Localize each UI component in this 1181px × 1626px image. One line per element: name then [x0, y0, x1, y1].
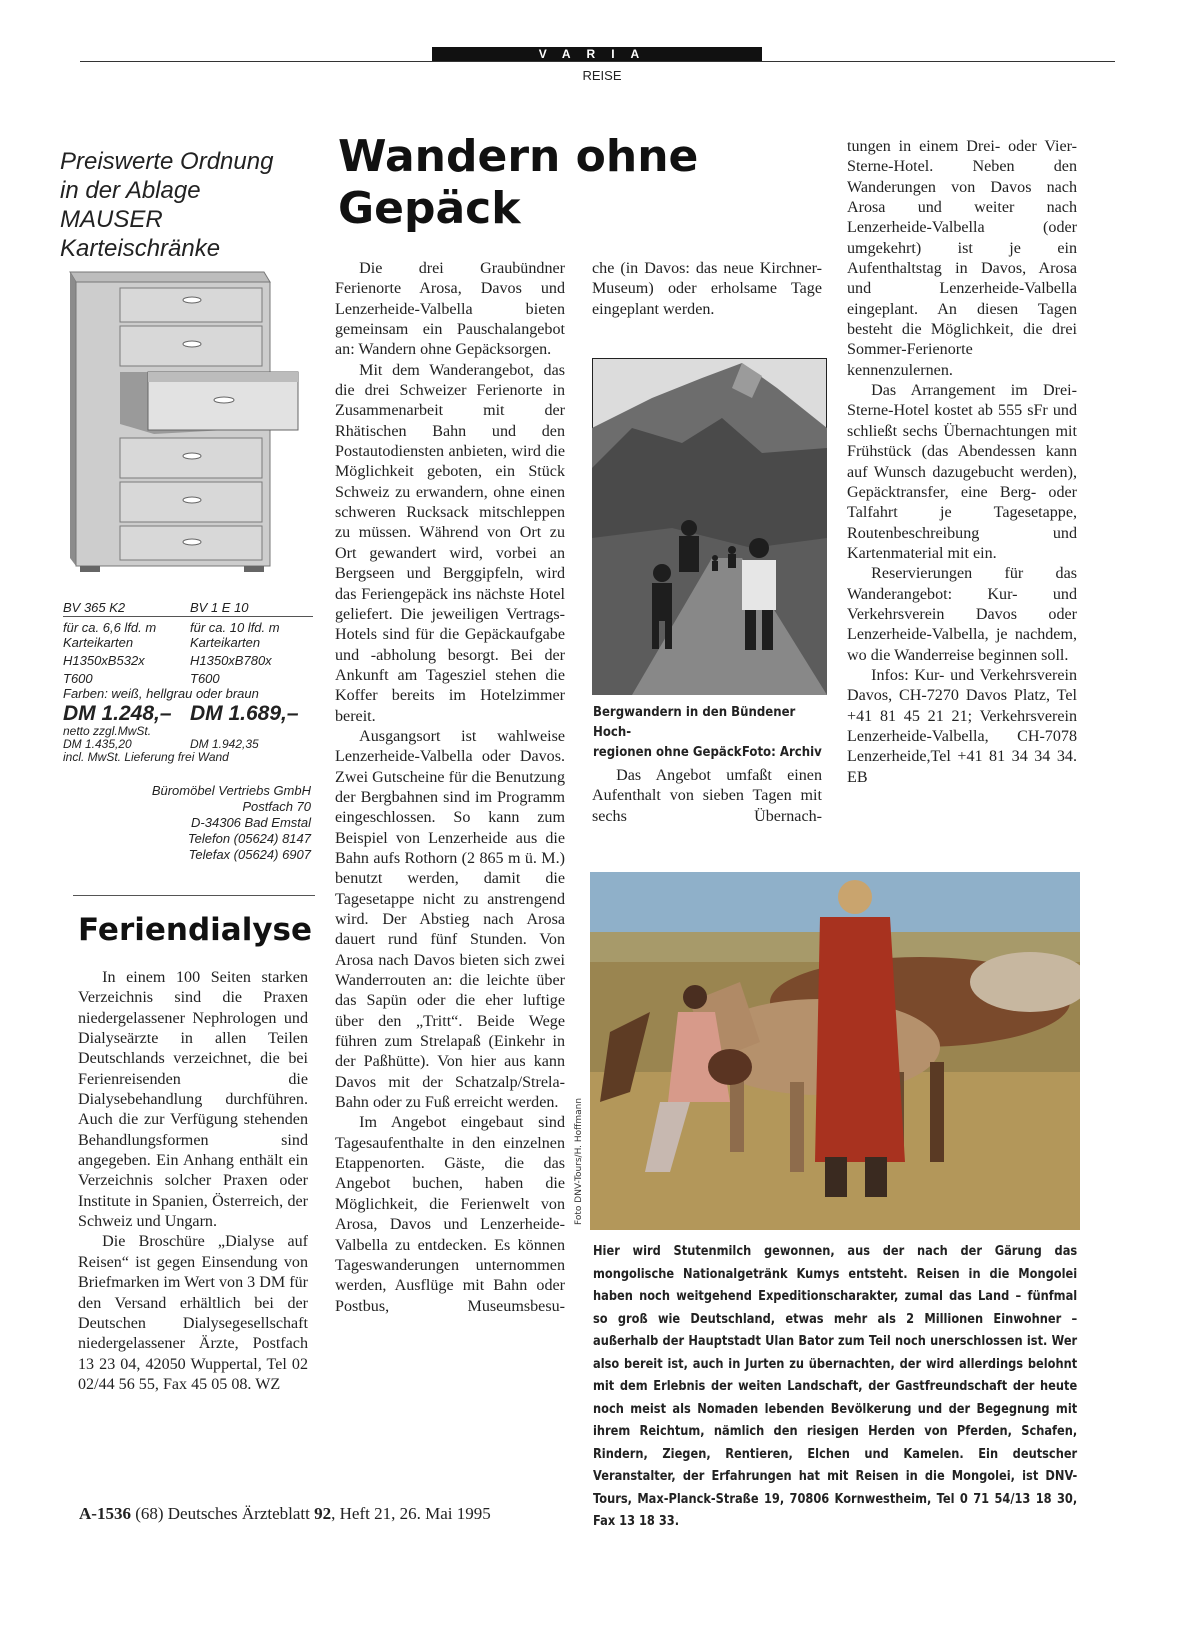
ad-headline-line: Karteischränke: [60, 235, 221, 262]
ad-model: BV 365 K2: [63, 600, 126, 615]
ad-vendor-line: Telefon (05624) 8147: [187, 831, 311, 846]
mountain-hiking-photo: [592, 358, 827, 695]
paragraph: Infos: Kur- und Verkehrsverein Davos, CH-7270 Davos Platz, Tel +41 81 45 21 21; Verkehrsverein Lenzerheide-Valbella, CH-7078 Lenzerheide,Tel +41 81 34 34 34. EB: [847, 666, 1077, 786]
article-column-2-bottom: [592, 766, 822, 827]
footer-issue: , Heft 21, 26. Mai 1995: [331, 1504, 491, 1523]
ad-headline-line: Preiswerte Ordnung: [60, 148, 274, 175]
ad-depth: T600: [63, 671, 93, 686]
paragraph: Die Broschüre „Dialyse auf Reisen“ ist gegen Einsendung von Briefmarken im Wert von 3 DM für den Versand erhältlich bei der Deutschen Dialysegesellschaft niedergelassener Ärzte, Postfach 13 23 04, 42050 Wuppertal, Tel 02 02/44 56 55, Fax 45 05 08. WZ: [78, 1233, 308, 1393]
paragraph: Das Angebot umfaßt einen Aufenthalt von sieben Tagen mit sechs Übernach-: [592, 767, 822, 825]
ad-capacity-row: [63, 620, 313, 635]
paragraph: Die drei Graubündner Ferienorte Arosa, Davos und Lenzerheide-Valbella bieten gemeinsam ein Pauschalangebot an: Wandern ohne Gepäcksorgen.: [335, 260, 565, 359]
filing-cabinet-image: [64, 268, 304, 588]
feriendialyse-heading: Feriendialyse: [78, 912, 312, 948]
ad-gross-price: DM 1.435,20: [63, 737, 132, 751]
subsection-label: REISE: [582, 68, 622, 83]
paragraph: che (in Davos: das neue Kirchner-Museum) oder erholsame Tage eingeplant werden.: [592, 260, 822, 318]
page-number: A-1536: [79, 1504, 131, 1523]
paragraph: Reservierungen für das Wanderangebot: Kur- und Verkehrsverein Davos oder Lenzerheide-Valbella, je nachdem, wo die Wanderreise beginnen soll.: [847, 565, 1077, 664]
article-column-2-top: [592, 259, 822, 320]
header-rule: [80, 61, 1115, 62]
ad-capacity-row: [63, 635, 313, 650]
ad-vendor-line: Postfach 70: [242, 799, 311, 814]
ad-capacity: Karteikarten: [63, 635, 134, 650]
ad-price: DM 1.689,–: [190, 702, 299, 725]
ad-capacity: für ca. 10 lfd. m: [190, 620, 280, 635]
ad-price-note: netto zzgl.MwSt.: [63, 724, 152, 738]
caption-line: Bergwandern in den Bündener Hoch-: [593, 704, 796, 740]
ad-price: DM 1.248,–: [63, 702, 172, 725]
photo-caption: [593, 702, 822, 762]
ad-dimensions: H1350xB532x: [63, 653, 145, 668]
volume-number: 92: [314, 1504, 332, 1523]
article-title-line: Gepäck: [338, 183, 521, 234]
ad-delivery: incl. MwSt. Lieferung frei Wand: [63, 750, 229, 764]
article-column-3: [847, 137, 1077, 788]
ad-vendor: [100, 783, 311, 863]
paragraph: Das Arrangement im Drei-Sterne-Hotel kostet ab 555 sFr und schließt sechs Übernachtungen mit Frühstück (das Abendessen kann auf Wunsch dazugebucht werden), Gepäcktransfer, eine Berg- oder Talfahrt je Tagesetappe, Routenbeschreibung und Kartenmaterial mit ein.: [847, 382, 1077, 562]
ad-model: BV 1 E 10: [190, 600, 249, 615]
ad-depth-row: [63, 671, 313, 686]
article-title-line: Wandern ohne: [338, 131, 699, 182]
ad-models: [63, 600, 313, 617]
photo-credit-vertical: Foto DNV-Tours/H. Hoffmann: [574, 1097, 584, 1225]
ad-headline-line: in der Ablage: [60, 177, 201, 204]
article-title: [338, 131, 699, 235]
paragraph: Ausgangsort ist wahlweise Lenzerheide-Valbella oder Davos. Zwei Gutscheine für die Benutzung der Bergbahnen sind im Programm eingeschlossen. So kann zum Beispiel von Lenzerheide aus die Bahn aufs Rothorn (2 865 m ü. M.) benutzt werden, damit die Tagesetappe nicht zu anstrengend wird. Der Abstieg nach Arosa dauert rund fünf Stunden. Von Arosa nach Davos bieten sich zwei Wanderrouten an: die leichte über das Sapün oder die eher luftige über den „Tritt“. Beide Wege führen zum Strelapaß (Einkehr in der Paßhütte). Von hier aus kann Davos mit der Schatzalp/Strela-Bahn oder zu Fuß erreicht werden.: [335, 727, 565, 1112]
ad-prices: [63, 703, 313, 725]
ad-specs: [63, 600, 313, 764]
ad-vendor-line: Telefax (05624) 6907: [188, 847, 311, 862]
section-label: VARIA: [432, 47, 762, 62]
caption-line: [593, 742, 822, 762]
photo-credit: Foto: Archiv: [741, 744, 822, 760]
paragraph: Im Angebot eingebaut sind Tagesaufenthalte in den einzelnen Etappenorten. Gäste, die das Angebot buchen, haben die Möglichkeit, die Ferienwelt von Arosa, Davos und Lenzerheide-Valbella zu entdecken. Es können Tageswanderungen unternommen werden, Ausflüge mit Bahn oder Postbus, Museumsbesu-: [335, 1114, 565, 1315]
ad-depth: T600: [190, 671, 220, 686]
article-column-1: [335, 259, 565, 1317]
ad-vendor-line: Büromöbel Vertriebs GmbH: [151, 783, 311, 798]
mongolia-caption: Hier wird Stutenmilch gewonnen, aus der nach der Gärung das mongolische Nationalgetränk Kumys entsteht. Reisen in die Mongolei haben noch weitgehend Expeditionscharakter, zumal das Land – fünfmal so groß wie Deutschland, etwas mehr als 2 Millionen Einwohner – außerhalb der Hauptstadt Ulan Bator zum Teil noch unerschlossen ist. Wer also bereit ist, auch in Jurten zu übernachten, der wird allerdings belohnt mit dem Erlebnis der weiten Landschaft, der Gastfreundschaft der heute noch meist als Nomaden lebenden Bevölkerung und der Begegnung mit ihrem Reichtum, nämlich den riesigen Herden von Pferden, Schafen, Rindern, Ziegen, Rentieren, Elchen und Kamelen. Ein deutscher Veranstalter, der Erfahrungen hat mit Reisen in die Mongolei, ist DNV-Tours, Max-Planck-Straße 19, 70806 Kornwestheim, Tel 0 71 54/13 18 30, Fax 13 18 33.: [593, 1243, 1078, 1529]
ad-capacity: für ca. 6,6 lfd. m: [63, 620, 157, 635]
feriendialyse-text: [78, 968, 308, 1395]
paragraph: Mit dem Wanderangebot, das die drei Schweizer Ferienorte in Zusammenarbeit mit der Rhätischen Bahn und den Postautodiensten anbieten, wird die Möglichkeit geboten, ein Stück Schweiz zu erwandern, ohne einen schweren Rucksack mitschleppen zu müssen. Während von Ort zu Ort gewandert wird, vorbei an Bergseen und Berggipfeln, wird das Feriengepäck ins nächste Hotel geliefert. Die jeweiligen Vertrags-Hotels sind für die Gepäckaufgabe und -abholung besorgt. Bei der Ankunft am Tagesziel stehen die Koffer bereits im Hotelzimmer bereit.: [335, 361, 565, 725]
ad-capacity: Karteikarten: [190, 635, 261, 650]
page-footer: [79, 1504, 491, 1524]
ad-headline-line: MAUSER: [60, 206, 163, 233]
mongolia-horses-photo: [590, 872, 1080, 1230]
ad-gross-price: DM 1.942,35: [190, 737, 259, 751]
ad-dimensions: H1350xB780x: [190, 653, 272, 668]
ad-vendor-line: D-34306 Bad Emstal: [191, 815, 311, 830]
caption-text: regionen ohne Gepäck: [593, 744, 742, 760]
ad-dimensions-row: [63, 653, 313, 668]
footer-text: (68) Deutsches Ärzteblatt: [130, 1504, 315, 1523]
ad-headline: [60, 147, 320, 263]
paragraph: In einem 100 Seiten starken Verzeichnis sind die Praxen niedergelassener Nephrologen und Dialyseärzte in allen Teilen Deutschlands verzeichnet, die bei Ferienreisenden die Dialysebehandlung durchführen. Auch die zur Verfügung stehenden Behandlungsformen sind angegeben. Ein Anhang enthält ein Verzeichnis solcher Praxen oder Institute in Spanien, Österreich, der Schweiz und Ungarn.: [78, 969, 308, 1231]
paragraph: tungen in einem Drei- oder Vier-Sterne-Hotel. Neben den Wanderungen von Davos nach Arosa und weiter nach Lenzerheide-Valbella (oder umgekehrt) ist je ein Aufenthaltstag in Davos, Arosa und Lenzerheide-Valbella eingeplant. An diesen Tagen besteht die Möglichkeit, die drei Sommer-Ferienorte kennenzulernen.: [847, 138, 1077, 379]
ad-colors: Farben: weiß, hellgrau oder braun: [63, 686, 259, 701]
section-divider: [73, 895, 315, 896]
